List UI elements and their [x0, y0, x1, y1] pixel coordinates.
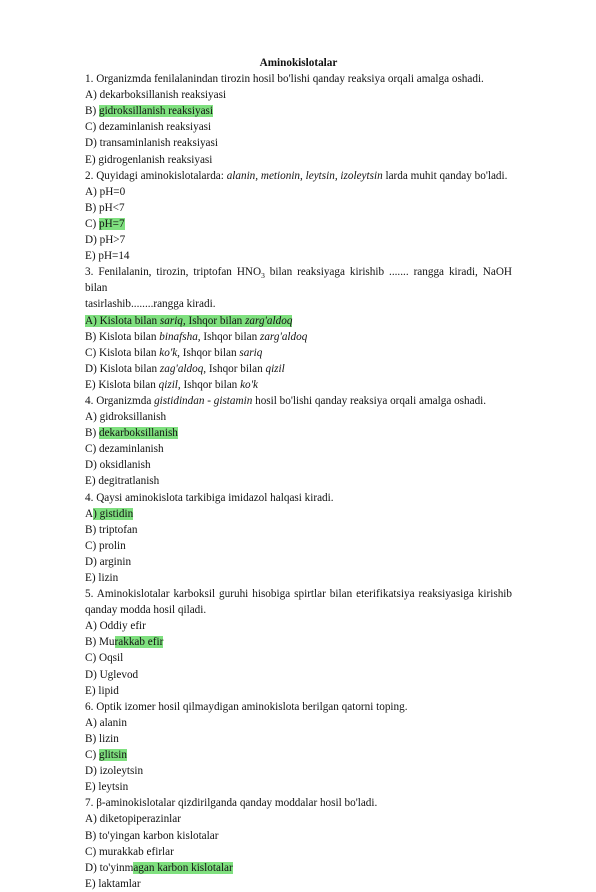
question-text: 4. Organizmda — [85, 394, 155, 407]
option-italic: sariq — [239, 346, 263, 359]
question-4 — [85, 393, 512, 409]
q7-option-a: A) diketopiperazinlar — [85, 813, 181, 826]
option-prefix: B) — [85, 105, 99, 118]
question-italic: alanin, metionin, leytsin, izoleytsin — [226, 169, 383, 182]
q4b-option-d: D) arginin — [85, 555, 132, 568]
q2-option-e: E) pH=14 — [85, 250, 130, 263]
option-text: Ishqor bilan — [179, 346, 240, 359]
q5-option-c: C) Oqsil — [85, 652, 124, 665]
highlighted-answer — [85, 315, 292, 327]
option-italic: zarg'aldoq — [259, 330, 308, 343]
question-text: hosil bo'lishi qanday reaksiya orqali amalga oshadi. — [252, 394, 487, 407]
option-prefix: D) to'yinm — [85, 861, 134, 874]
q5-option-d: D) Uglevod — [85, 668, 139, 681]
highlighted-answer: pH=7 — [98, 217, 125, 230]
option-italic: binafsha, — [159, 330, 201, 343]
q6-option-c — [85, 747, 512, 763]
question-5-line-2: qanday modda hosil qiladi. — [85, 604, 207, 617]
q1-option-b — [85, 103, 512, 119]
q7-option-b: B) to'yingan karbon kislotalar — [85, 829, 219, 842]
option-text: B) Kislota bilan — [85, 330, 160, 343]
question-5-line-1: 5. Aminokislotalar karboksil guruhi hisobiga spirtlar bilan eterifikatsiya reaksiyasiga kirishib — [85, 588, 512, 601]
question-2 — [85, 168, 512, 184]
q1-option-a: A) dekarboksillanish reaksiyasi — [85, 89, 227, 102]
q1-option-d: D) transaminlanish reaksiyasi — [85, 137, 218, 150]
highlighted-answer: gidroksillanish reaksiyasi — [98, 105, 214, 118]
option-prefix: B) Mu — [85, 636, 115, 649]
option-text: C) Kislota bilan — [85, 346, 160, 359]
question-italic: gistidindan - gistamin — [154, 394, 253, 407]
page-title: Aminokislotalar — [259, 57, 338, 69]
option-text: Ishqor bilan — [185, 314, 246, 327]
q5-option-a: A) Oddiy efir — [85, 620, 146, 633]
option-italic: zag'aldoq, — [159, 362, 207, 375]
q4-option-b — [85, 425, 512, 441]
option-text: Ishqor bilan — [200, 330, 260, 343]
q4-option-c: C) dezaminlanish — [85, 443, 164, 456]
option-prefix: A — [85, 507, 94, 520]
highlighted-answer: agan karbon kislotalar — [133, 861, 233, 874]
option-italic: ko'k — [240, 378, 258, 391]
highlighted-answer: glitsin — [98, 749, 127, 762]
question-6: 6. Optik izomer hosil qilmaydigan aminokislota berilgan qatorni toping. — [85, 700, 408, 713]
question-3-line-2: tasirlashib........rangga kiradi. — [85, 298, 216, 311]
option-italic: qizil — [265, 362, 285, 375]
option-italic: sariq, — [159, 314, 186, 327]
q2-option-a: A) pH=0 — [85, 185, 126, 198]
option-prefix: C) — [85, 217, 99, 230]
q4b-option-e: E) lizin — [85, 572, 119, 584]
option-prefix: C) — [85, 749, 99, 762]
question-4b: 4. Qaysi aminokislota tarkibiga imidazol halqasi kiradi. — [85, 491, 334, 504]
option-text: A) Kislota bilan — [85, 314, 160, 327]
q2-option-b: B) pH<7 — [85, 201, 125, 214]
q3-option-c — [85, 345, 512, 361]
option-prefix: B) — [85, 427, 99, 440]
q5-option-e: E) lipid — [85, 684, 119, 697]
q2-option-c — [85, 216, 512, 232]
q4-option-e: E) degitratlanish — [85, 475, 160, 488]
q7-option-c: C) murakkab efirlar — [85, 845, 174, 858]
question-text: larda muhit qanday bo'ladi. — [382, 169, 508, 182]
question-text: 2. Quyidagi aminokislotalarda: — [85, 169, 227, 182]
q4b-option-c: C) prolin — [85, 539, 126, 552]
question-3-line-1 — [85, 264, 512, 296]
q6-option-e: E) leytsin — [85, 781, 129, 794]
question-text: 3. Fenilalanin, tirozin, triptofan HNO — [85, 266, 262, 279]
q6-option-b: B) lizin — [85, 732, 119, 745]
question-1: 1. Organizmda fenilalanindan tirozin hosil bo'lishi qanday reaksiya orqali amalga oshadi. — [85, 73, 484, 86]
q2-option-d: D) pH>7 — [85, 234, 126, 247]
option-text: D) Kislota bilan — [85, 362, 160, 375]
q3-option-d — [85, 361, 512, 377]
option-text: Ishqor bilan — [206, 362, 266, 375]
option-italic: zarg'aldoq — [245, 314, 293, 327]
q3-option-e — [85, 377, 512, 393]
q3-option-a — [85, 313, 512, 329]
q1-option-e: E) gidrogenlanish reaksiyasi — [85, 153, 213, 166]
q4-option-a: A) gidroksillanish — [85, 411, 167, 424]
highlighted-answer: rakkab efir — [114, 636, 164, 649]
q4-option-d: D) oksidlanish — [85, 459, 151, 472]
q4b-option-b: B) triptofan — [85, 523, 138, 536]
subscript: 3 — [261, 271, 265, 281]
document-page — [85, 55, 512, 892]
q5-option-b — [85, 634, 512, 650]
question-text: bilan reaksiyaga kirishib ....... rangga kiradi, NaOH bilan — [85, 266, 513, 295]
q4b-option-a — [85, 506, 512, 522]
option-italic: ko'k, — [159, 346, 180, 359]
option-text: Ishqor bilan — [180, 378, 241, 391]
q7-option-d — [85, 860, 512, 876]
q6-option-d: D) izoleytsin — [85, 765, 144, 778]
q3-option-b — [85, 329, 512, 345]
q7-option-e: E) laktamlar — [85, 877, 141, 890]
q1-option-c: C) dezaminlanish reaksiyasi — [85, 121, 212, 134]
option-text: E) Kislota bilan — [85, 378, 159, 391]
highlighted-answer: ) gistidin — [93, 507, 134, 520]
option-italic: qizil, — [158, 378, 181, 391]
q6-option-a: A) alanin — [85, 716, 127, 729]
question-7: 7. β-aminokislotalar qizdirilganda qanday moddalar hosil bo'ladi. — [85, 797, 378, 810]
highlighted-answer: dekarboksillanish — [98, 427, 178, 440]
